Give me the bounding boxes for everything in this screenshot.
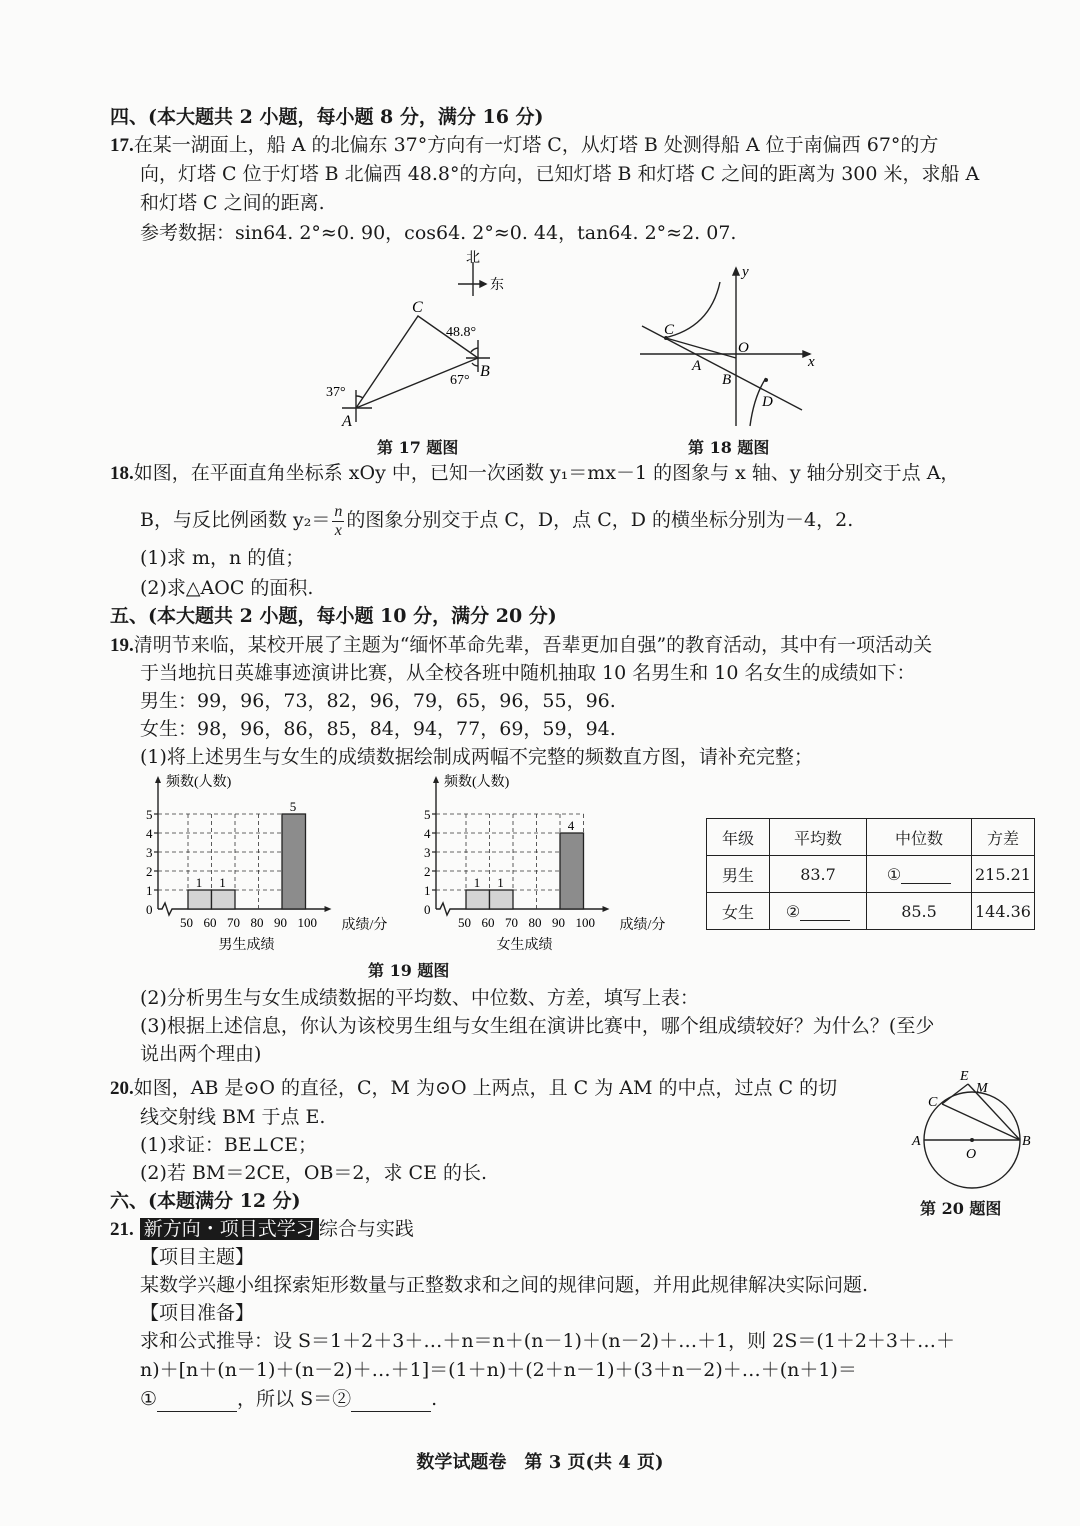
q19-line2: 于当地抗日英雄事迹演讲比赛，从全校各班中随机抽取 10 名男生和 10 名女生的成绩如下： bbox=[140, 662, 916, 684]
histogram-bar bbox=[212, 890, 236, 909]
q21-line2: n)＋[n＋(n－1)＋(n－2)＋…＋1]＝(1＋n)＋(2＋n－1)＋(3＋n－2)＋…＋(n＋1)＝ bbox=[140, 1359, 857, 1381]
q21-theme-head: 【项目主题】 bbox=[140, 1246, 255, 1268]
bar-value-label: 1 bbox=[473, 875, 481, 890]
q18-part2: (2)求△AOC 的面积. bbox=[140, 577, 314, 599]
section-6-heading: 六、(本题满分 12 分) bbox=[110, 1190, 301, 1212]
y-tick-label: 5 bbox=[424, 807, 431, 822]
blank-marker-1: ① bbox=[140, 1388, 158, 1410]
x-tick-label: 100 bbox=[575, 915, 595, 930]
angle-67: 67° bbox=[450, 373, 470, 388]
q20-line2: 线交射线 BM 于点 E. bbox=[140, 1106, 326, 1128]
y-tick-label: 4 bbox=[424, 826, 431, 841]
histogram-bar bbox=[466, 890, 490, 909]
page-footer: 数学试题卷 第 3 页(共 4 页) bbox=[416, 1452, 664, 1473]
table-cell: 男生 bbox=[707, 856, 770, 893]
q21-number: 21. bbox=[110, 1219, 134, 1240]
histogram-boys bbox=[140, 772, 410, 957]
q17-line3: 和灯塔 C 之间的距离. bbox=[140, 192, 325, 214]
figure-17 bbox=[320, 246, 530, 436]
y-axis-label: 频数(人数) bbox=[444, 775, 510, 790]
histogram-title: 男生成绩 bbox=[218, 938, 275, 953]
answer-blank-1[interactable] bbox=[157, 1393, 237, 1412]
blank-marker: ② bbox=[785, 901, 801, 921]
label-b20: B bbox=[1022, 1134, 1031, 1149]
x-axis-arrow-icon bbox=[325, 906, 332, 912]
x-tick-label: 90 bbox=[274, 915, 287, 930]
fig19-caption: 第 19 题图 bbox=[368, 961, 450, 980]
label-x: x bbox=[808, 354, 815, 370]
label-o: O bbox=[738, 340, 749, 356]
label-a18: A bbox=[692, 358, 702, 374]
fig20-caption: 第 20 题图 bbox=[920, 1199, 1002, 1218]
x-tick-label: 80 bbox=[250, 915, 264, 930]
x-tick-label: 80 bbox=[528, 915, 542, 930]
q21-title: 综合与实践 bbox=[318, 1218, 414, 1240]
label-c: C bbox=[412, 299, 423, 316]
frac-numerator: n bbox=[334, 502, 343, 520]
table-header: 平均数 bbox=[770, 819, 867, 856]
y-tick-label: 3 bbox=[424, 845, 431, 860]
label-e: E bbox=[960, 1069, 969, 1084]
q20-number: 20. bbox=[110, 1078, 134, 1099]
x-axis-label: 成绩/分 bbox=[619, 918, 666, 933]
y-axis-arrow-icon bbox=[433, 776, 439, 783]
q20-line1 bbox=[110, 1075, 837, 1102]
q18-line2 bbox=[140, 500, 853, 540]
label-y: y bbox=[742, 264, 749, 280]
fig17-caption: 第 17 题图 bbox=[377, 438, 459, 457]
tangent-ce bbox=[942, 1084, 968, 1104]
y-tick-label: 1 bbox=[146, 883, 153, 898]
q17-number: 17. bbox=[110, 135, 134, 156]
angle-37: 37° bbox=[326, 385, 346, 400]
histogram-bar bbox=[282, 814, 306, 909]
q21-heading bbox=[110, 1216, 414, 1243]
y-tick-label: 0 bbox=[146, 902, 153, 917]
stats-table bbox=[706, 818, 1035, 930]
q20-part1: (1)求证：BE⊥CE； bbox=[140, 1134, 318, 1156]
label-c20: C bbox=[928, 1095, 938, 1110]
q19-line1 bbox=[110, 632, 932, 659]
fig18-caption: 第 18 题图 bbox=[688, 438, 770, 457]
q18-text2b: 的图象分别交于点 C，D，点 C，D 的横坐标分别为－4，2. bbox=[346, 509, 854, 531]
x-axis-arrow-icon bbox=[603, 906, 610, 912]
histogram-bar bbox=[188, 890, 212, 909]
q21-line3 bbox=[140, 1386, 437, 1412]
x-tick-label: 50 bbox=[180, 915, 193, 930]
answer-blank[interactable] bbox=[901, 867, 951, 884]
label-a20: A bbox=[912, 1134, 921, 1149]
y-tick-label: 2 bbox=[424, 864, 431, 879]
table-header: 中位数 bbox=[867, 819, 972, 856]
y-tick-label: 2 bbox=[146, 864, 153, 879]
table-cell: 女生 bbox=[707, 893, 770, 930]
q21-prep-head: 【项目准备】 bbox=[140, 1302, 255, 1324]
project-tag: 新方向・项目式学习 bbox=[140, 1218, 319, 1240]
bar-value-label: 5 bbox=[289, 799, 297, 814]
q19-part3a: (3)根据上述信息，你认为该校男生组与女生组在演讲比赛中，哪个组成绩较好？为什么？(至少 bbox=[140, 1015, 935, 1037]
q20-text1: 如图，AB 是⊙O 的直径，C，M 为⊙O 上两点，且 C 为 AM 的中点，过点 C 的切 bbox=[133, 1077, 838, 1099]
table-header: 方差 bbox=[972, 819, 1035, 856]
answer-blank-2[interactable] bbox=[351, 1393, 431, 1412]
table-row bbox=[707, 893, 1035, 930]
q19-boys-scores: 男生：99，96，73，82，96，79，65，96，55，96. bbox=[140, 690, 616, 712]
label-o20: O bbox=[966, 1147, 977, 1162]
label-b18: B bbox=[722, 372, 732, 388]
q21-theme: 某数学兴趣小组探索矩形数量与正整数求和之间的规律问题，并用此规律解决实际问题. bbox=[140, 1274, 869, 1296]
q19-part2: (2)分析男生与女生成绩数据的平均数、中位数、方差，填写上表： bbox=[140, 987, 699, 1009]
x-tick-label: 90 bbox=[552, 915, 565, 930]
bar-value-label: 1 bbox=[497, 875, 504, 890]
y-tick-label: 1 bbox=[424, 883, 431, 898]
table-cell-blank bbox=[770, 893, 867, 930]
q18-text2a: B，与反比例函数 y₂＝ bbox=[140, 509, 331, 531]
label-m: M bbox=[976, 1081, 988, 1096]
label-c18: C bbox=[664, 322, 675, 338]
table-row bbox=[707, 856, 1035, 893]
q19-part3b: 说出两个理由) bbox=[140, 1043, 262, 1065]
table-cell-blank bbox=[867, 856, 972, 893]
frac-denominator: x bbox=[334, 521, 342, 539]
label-b: B bbox=[480, 363, 490, 380]
histogram-bar bbox=[490, 890, 514, 909]
y-tick-label: 3 bbox=[146, 845, 153, 860]
table-header-row bbox=[707, 819, 1035, 856]
q18-text1: 如图，在平面直角坐标系 xOy 中，已知一次函数 y₁＝mx－1 的图象与 x 轴、y 轴分别交于点 A， bbox=[133, 462, 960, 484]
q19-part1: (1)将上述男生与女生的成绩数据绘制成两幅不完整的频数直方图，请补充完整； bbox=[140, 746, 813, 768]
bar-value-label: 4 bbox=[567, 818, 575, 833]
x-tick-label: 60 bbox=[481, 915, 495, 930]
table-cell: 215.21 bbox=[972, 856, 1035, 893]
blank-marker: ① bbox=[886, 864, 902, 884]
q18-number: 18. bbox=[110, 463, 134, 484]
label-a: A bbox=[342, 413, 352, 430]
histogram-title: 女生成绩 bbox=[496, 938, 553, 953]
y-axis-label: 频数(人数) bbox=[166, 775, 232, 790]
x-tick-label: 60 bbox=[203, 915, 217, 930]
y-tick-label: 0 bbox=[424, 902, 431, 917]
table-header: 年级 bbox=[707, 819, 770, 856]
section-5-heading: 五、(本大题共 2 小题，每小题 10 分，满分 20 分) bbox=[110, 605, 557, 627]
histogram-girls bbox=[418, 772, 688, 957]
fraction-n-over-x bbox=[332, 503, 344, 540]
x-tick-label: 100 bbox=[297, 915, 317, 930]
label-d18: D bbox=[762, 394, 773, 410]
histogram-bar bbox=[560, 833, 584, 909]
x-tick-label: 70 bbox=[505, 915, 518, 930]
y-axis-arrow-icon bbox=[155, 776, 161, 783]
q19-text1: 清明节来临，某校开展了主题为“缅怀革命先辈，吾辈更加自强”的教育活动，其中有一项活动关 bbox=[133, 634, 933, 656]
angle-48: 48.8° bbox=[446, 325, 477, 340]
table-cell: 85.5 bbox=[867, 893, 972, 930]
q17-line1 bbox=[110, 132, 938, 159]
q18-line1 bbox=[110, 460, 959, 487]
figure-18 bbox=[636, 262, 826, 432]
bar-value-label: 1 bbox=[195, 875, 203, 890]
q19-girls-scores: 女生：98，96，86，85，84，94，77，69，59，94. bbox=[140, 718, 616, 740]
q21-mid-text: ，所以 S＝② bbox=[237, 1388, 352, 1410]
q20-part2: (2)若 BM＝2CE，OB＝2，求 CE 的长. bbox=[140, 1162, 488, 1184]
q21-end: . bbox=[431, 1388, 438, 1410]
section-4-heading: 四、(本大题共 2 小题，每小题 8 分，满分 16 分) bbox=[110, 106, 544, 128]
figure-20 bbox=[906, 1064, 1046, 1194]
q17-text1: 在某一湖面上，船 A 的北偏东 37°方向有一灯塔 C，从灯塔 B 处测得船 A 位于南偏西 67°的方 bbox=[133, 134, 939, 156]
label-north: 北 bbox=[466, 251, 480, 266]
q19-number: 19. bbox=[110, 635, 134, 656]
bar-value-label: 1 bbox=[219, 875, 226, 890]
label-east: 东 bbox=[490, 278, 504, 293]
x-tick-label: 70 bbox=[227, 915, 240, 930]
y-tick-label: 4 bbox=[146, 826, 153, 841]
q21-line1: 求和公式推导：设 S＝1＋2＋3＋…＋n＝n＋(n－1)＋(n－2)＋…＋1，则 2S＝(1＋2＋3＋…＋ bbox=[140, 1330, 956, 1352]
x-axis-label: 成绩/分 bbox=[341, 918, 388, 933]
x-tick-label: 50 bbox=[458, 915, 471, 930]
compass-arrow-icon bbox=[480, 281, 486, 287]
table-cell: 144.36 bbox=[972, 893, 1035, 930]
q18-part1: (1)求 m，n 的值； bbox=[140, 547, 305, 569]
q17-reference-data: 参考数据：sin64. 2°≈0. 90，cos64. 2°≈0. 44，tan64. 2°≈2. 07. bbox=[140, 222, 737, 244]
q17-line2: 向，灯塔 C 位于灯塔 B 北偏西 48.8°的方向，已知灯塔 B 和灯塔 C 之间的距离为 300 米，求船 A bbox=[140, 163, 980, 185]
answer-blank[interactable] bbox=[800, 904, 850, 921]
y-tick-label: 5 bbox=[146, 807, 153, 822]
table-cell: 83.7 bbox=[770, 856, 867, 893]
